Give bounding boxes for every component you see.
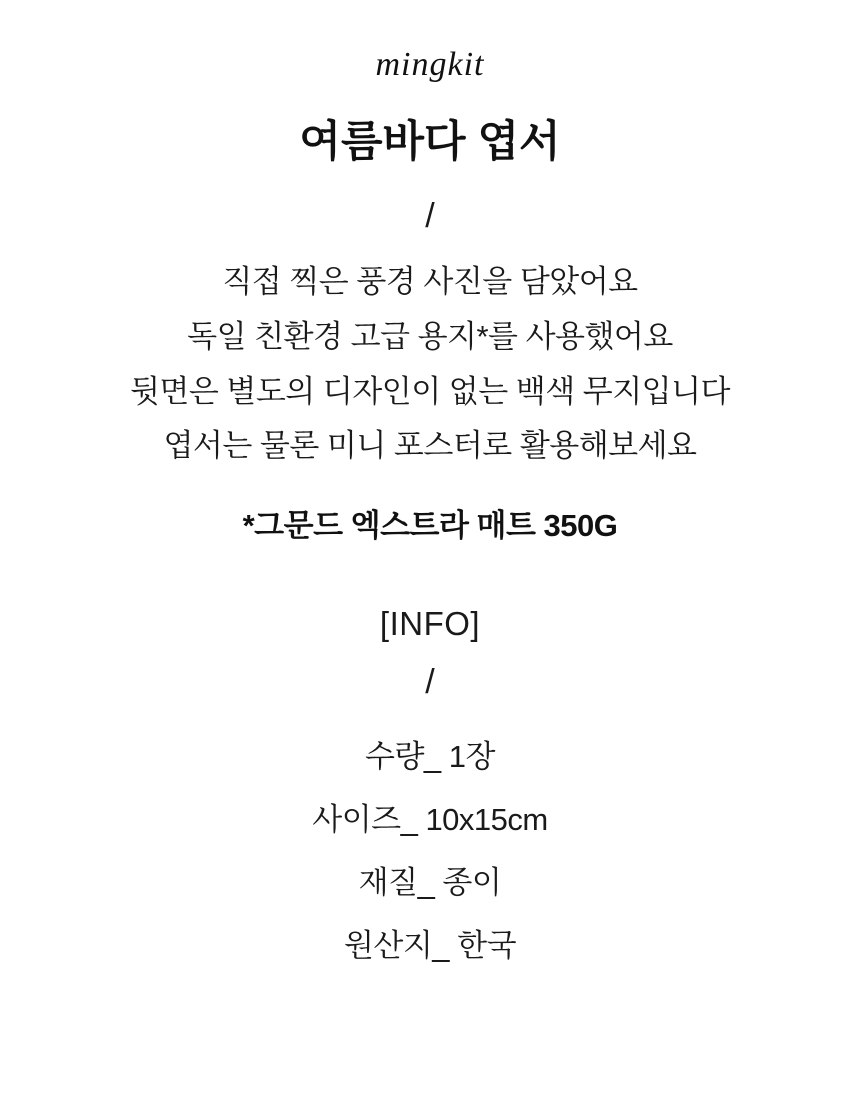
info-line-size: 사이즈_ 10x15cm	[312, 802, 548, 837]
info-line-quantity: 수량_ 1장	[365, 739, 495, 774]
description-line: 엽서는 물론 미니 포스터로 활용해보세요	[163, 428, 697, 464]
brand-name: mingkit	[375, 46, 485, 83]
info-line-origin: 원산지_ 한국	[343, 928, 517, 963]
page-title: 여름바다 엽서	[299, 118, 561, 166]
description-list	[130, 263, 730, 545]
info-list	[312, 731, 547, 965]
description-line: 독일 친환경 고급 용지*를 사용했어요	[187, 318, 673, 354]
divider-slash-top: /	[425, 197, 435, 235]
description-line: 뒷면은 별도의 디자인이 없는 백색 무지입니다	[129, 373, 731, 409]
divider-slash-info: /	[425, 663, 435, 701]
info-heading: [INFO]	[379, 605, 481, 642]
description-line: 직접 찍은 풍경 사진을 담았어요	[222, 264, 638, 299]
paper-note: *그문드 엑스트라 매트 350G	[242, 508, 618, 543]
info-line-material: 재질_ 종이	[358, 865, 502, 900]
